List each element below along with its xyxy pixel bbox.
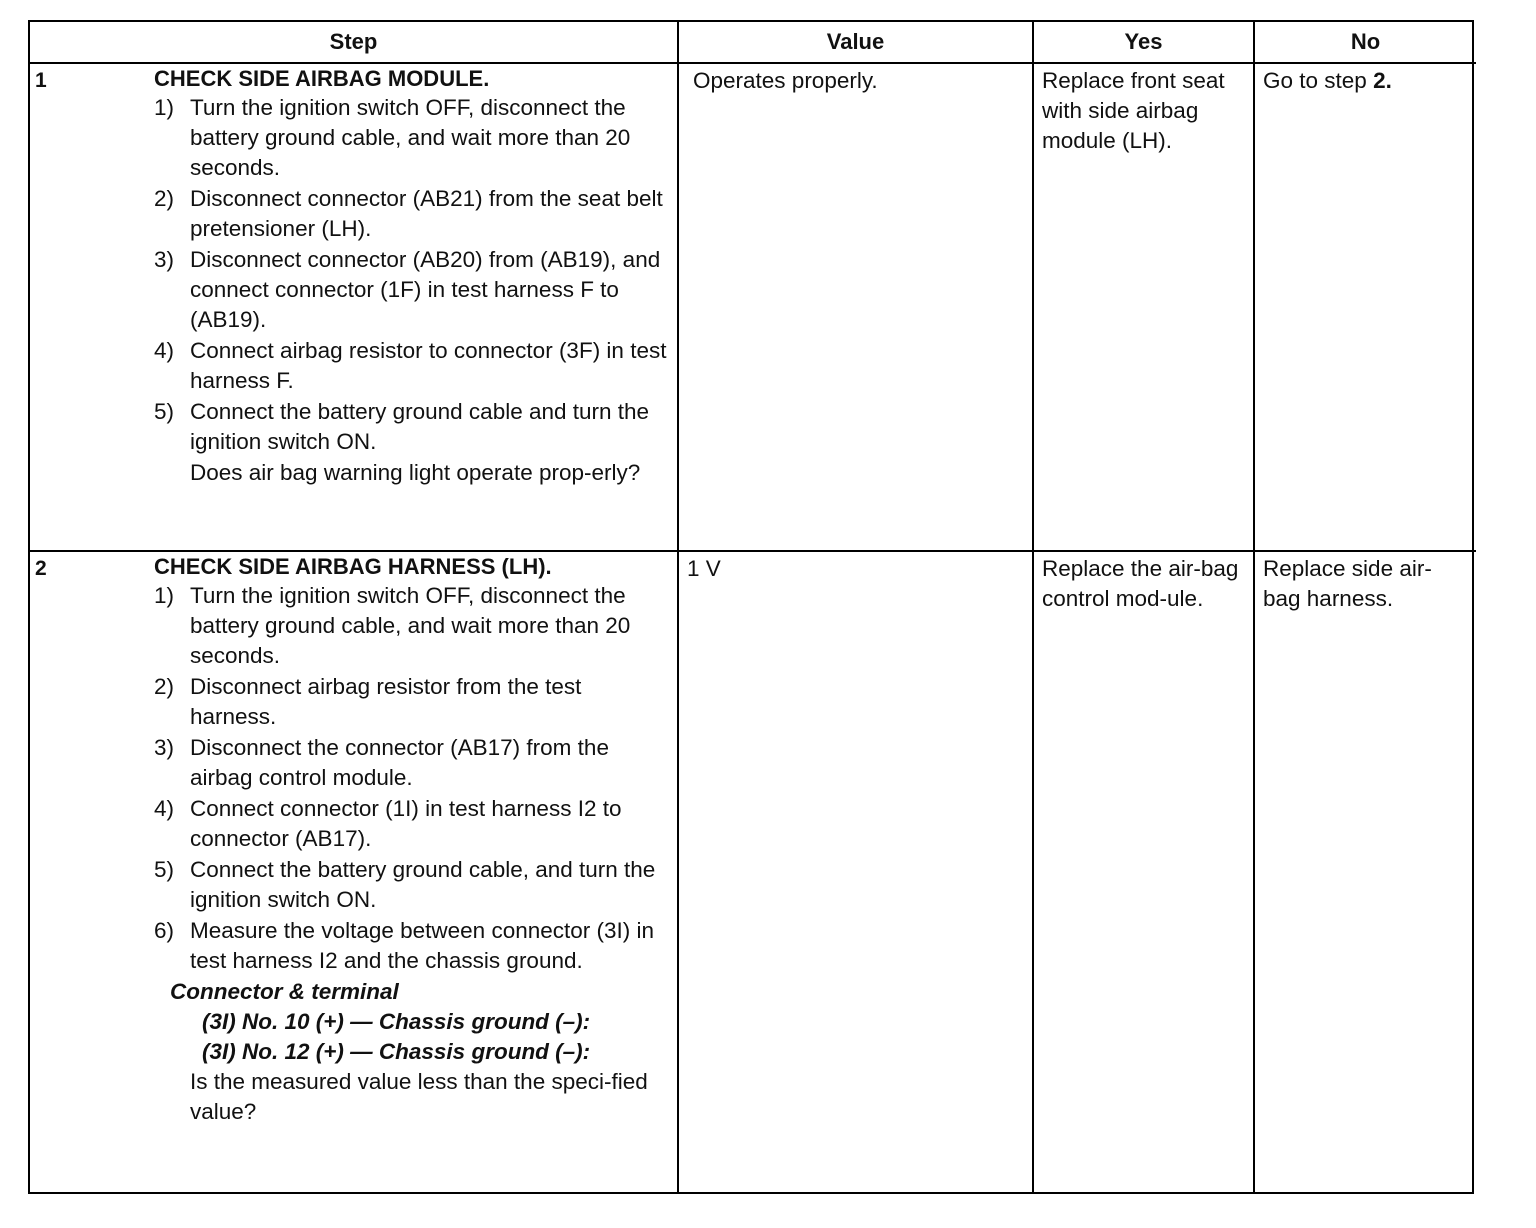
- substep-number: 5): [154, 857, 175, 882]
- substep-item: [154, 245, 669, 335]
- substep-item: [154, 397, 669, 457]
- substep-text: Connect the battery ground cable and turn the ignition switch ON.: [190, 399, 650, 454]
- diagnostic-table: [30, 22, 1476, 1192]
- step-body: [154, 65, 669, 488]
- substep-text: Disconnect connector (AB21) from the seat belt pretensioner (LH).: [190, 186, 663, 241]
- step-title: CHECK SIDE AIRBAG MODULE.: [154, 66, 490, 91]
- step-cell: [30, 63, 678, 551]
- substep-text: Disconnect the connector (AB17) from the airbag control module.: [190, 735, 609, 790]
- value-cell: [678, 63, 1033, 551]
- step-body: [154, 553, 669, 1127]
- no-text-prefix: Go to step: [1263, 68, 1374, 93]
- no-text: Replace side air-bag harness.: [1263, 556, 1432, 611]
- substep-item: [154, 581, 669, 671]
- substep-text: Disconnect airbag resistor from the test harness.: [190, 674, 582, 729]
- yes-cell: [1033, 63, 1254, 551]
- substep-number: 2): [154, 186, 175, 211]
- substep-number: 2): [154, 674, 175, 699]
- substep-text: Disconnect connector (AB20) from (AB19), and connect connector (1F) in test harness F to (AB19).: [190, 247, 661, 332]
- substep-number: 3): [154, 247, 175, 272]
- step-cell: [30, 551, 678, 1192]
- substep-text: Turn the ignition switch OFF, disconnect the battery ground cable, and wait more than 20 seconds.: [190, 95, 631, 180]
- substep-text: Turn the ignition switch OFF, disconnect the battery ground cable, and wait more than 20 seconds.: [190, 583, 631, 668]
- step-title: CHECK SIDE AIRBAG HARNESS (LH).: [154, 554, 552, 579]
- substep-number: 1): [154, 583, 175, 608]
- table-row: [30, 63, 1476, 551]
- step-question: Does air bag warning light operate prop-erly?: [190, 460, 641, 485]
- header-no: No: [1254, 22, 1476, 63]
- substep-list: [154, 581, 669, 976]
- diagnostic-table-frame: [28, 20, 1474, 1194]
- step-number: 1: [35, 69, 47, 92]
- yes-text: Replace the air-bag control mod-ule.: [1042, 556, 1239, 611]
- connector-terminal-line: (3I) No. 12 (+) — Chassis ground (–):: [202, 1039, 591, 1064]
- header-row: [30, 22, 1476, 63]
- yes-text: Replace front seat with side airbag module (LH).: [1042, 68, 1225, 153]
- substep-item: [154, 855, 669, 915]
- substep-item: [154, 794, 669, 854]
- substep-item: [154, 916, 669, 976]
- substep-text: Connect the battery ground cable, and turn the ignition switch ON.: [190, 857, 656, 912]
- substep-number: 4): [154, 796, 175, 821]
- substep-item: [154, 672, 669, 732]
- substep-item: [154, 336, 669, 396]
- substep-number: 1): [154, 95, 175, 120]
- connector-terminal-line: (3I) No. 10 (+) — Chassis ground (–):: [202, 1009, 591, 1034]
- value-cell: [678, 551, 1033, 1192]
- header-step: Step: [30, 22, 678, 63]
- substep-item: [154, 733, 669, 793]
- no-text: [1255, 64, 1476, 96]
- substep-number: 4): [154, 338, 175, 363]
- substep-number: 5): [154, 399, 175, 424]
- substep-number: 3): [154, 735, 175, 760]
- substep-text: Measure the voltage between connector (3I) in test harness I2 and the chassis ground.: [190, 918, 655, 973]
- yes-cell: [1033, 551, 1254, 1192]
- no-step-reference: 2.: [1373, 68, 1392, 93]
- substep-text: Connect airbag resistor to connector (3F) in test harness F.: [190, 338, 667, 393]
- substep-text: Connect connector (1I) in test harness I2 to connector (AB17).: [190, 796, 622, 851]
- step-number: 2: [35, 557, 47, 580]
- header-yes: Yes: [1033, 22, 1254, 63]
- substep-item: [154, 184, 669, 244]
- substep-number: 6): [154, 918, 175, 943]
- table-row: [30, 551, 1476, 1192]
- value-text: 1 V: [687, 556, 721, 581]
- value-text: Operates properly.: [693, 68, 878, 93]
- connector-terminal-heading: Connector & terminal: [170, 979, 399, 1004]
- no-cell: [1254, 63, 1476, 551]
- step-question: Is the measured value less than the speci-fied value?: [190, 1069, 648, 1124]
- no-cell: [1254, 551, 1476, 1192]
- substep-list: [154, 93, 669, 457]
- substep-item: [154, 93, 669, 183]
- header-value: Value: [678, 22, 1033, 63]
